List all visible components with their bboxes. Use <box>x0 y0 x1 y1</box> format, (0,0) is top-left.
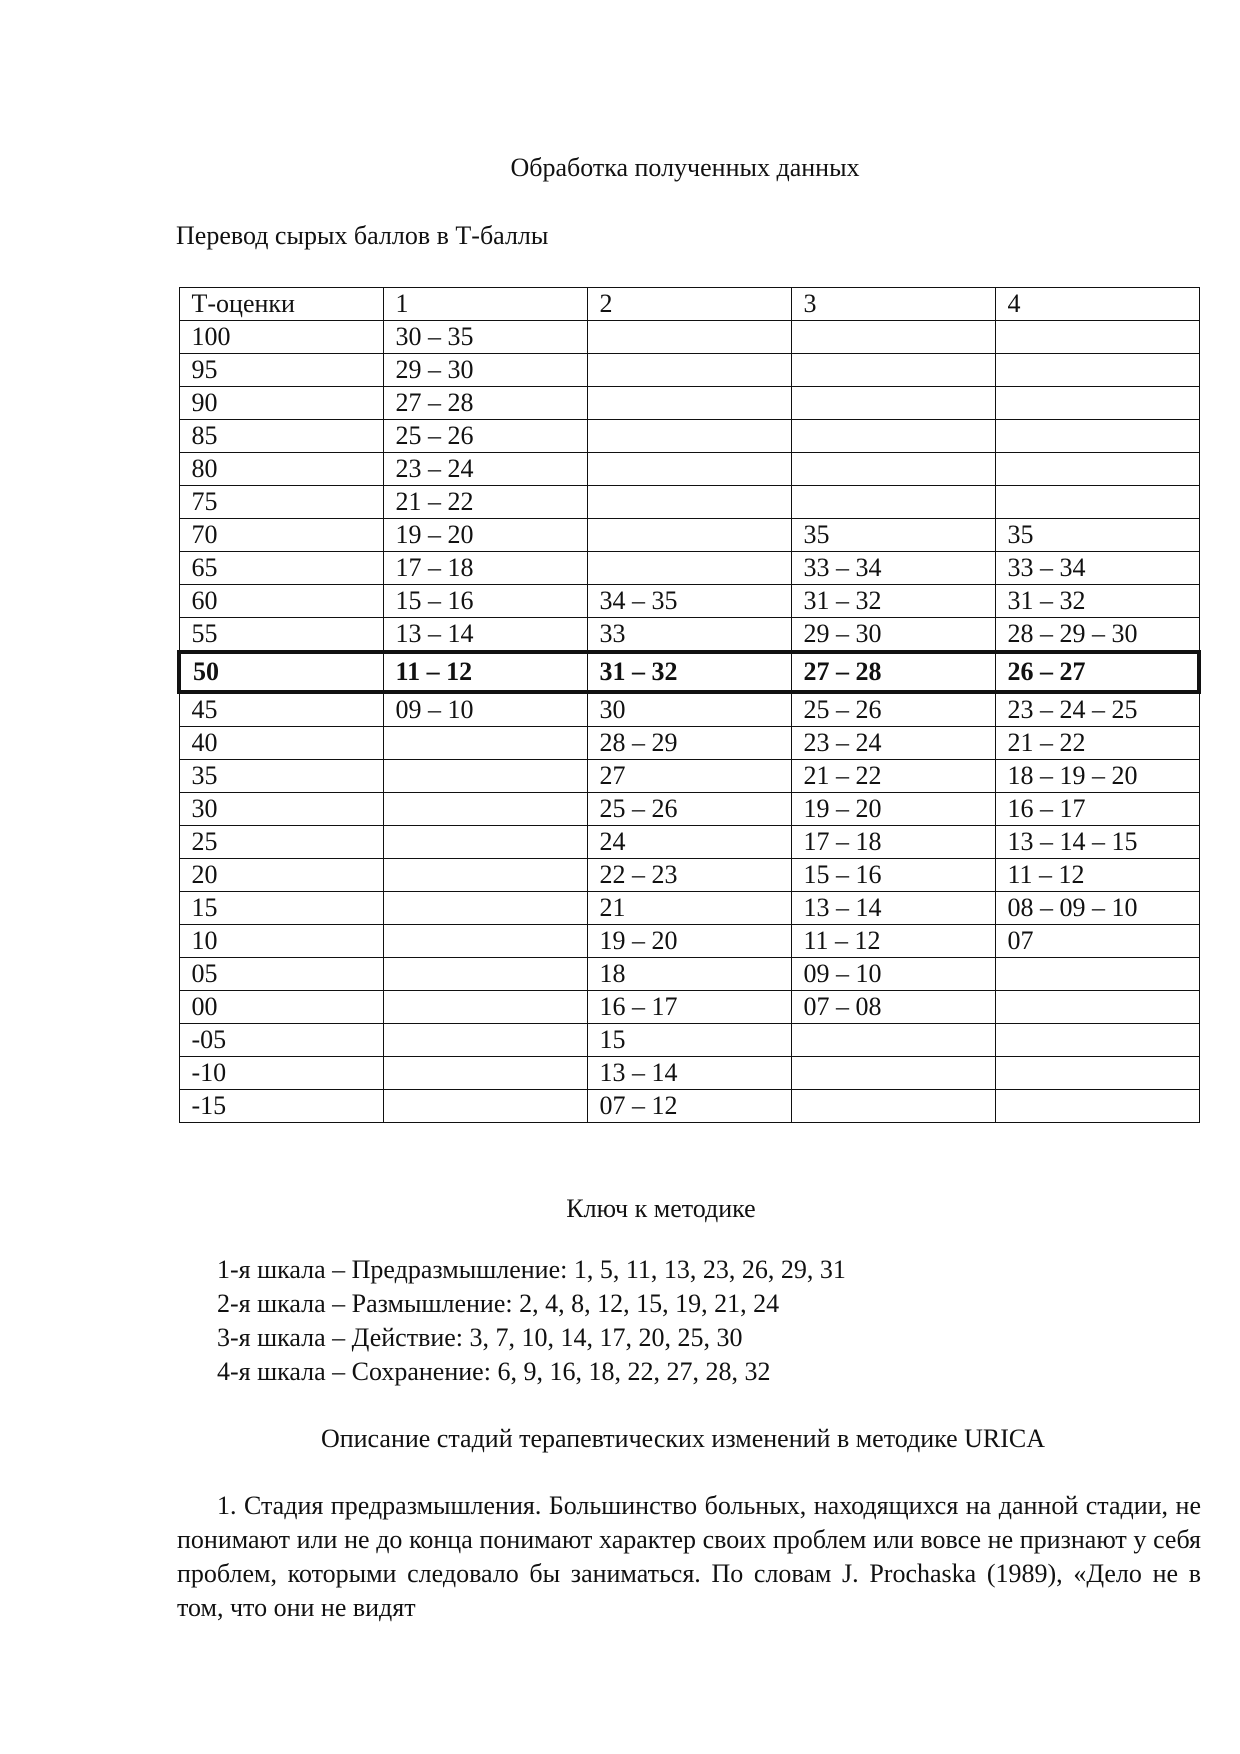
table-row <box>179 354 1199 387</box>
table-cell-scale-2 <box>587 321 791 354</box>
table-cell-scale-1: 21 – 22 <box>383 486 587 519</box>
table-cell-t-score: 05 <box>179 958 383 991</box>
key-title: Ключ к методике <box>566 1194 756 1223</box>
table-cell-scale-4: 33 – 34 <box>995 552 1199 585</box>
table-cell-scale-4 <box>995 991 1199 1024</box>
table-cell-scale-1: 29 – 30 <box>383 354 587 387</box>
table-cell-scale-1: 30 – 35 <box>383 321 587 354</box>
table-cell-t-score: -10 <box>179 1057 383 1090</box>
table-cell-scale-2: 34 – 35 <box>587 585 791 618</box>
key-line-scale-2: 2-я шкала – Размышление: 2, 4, 8, 12, 15, 19, 21, 24 <box>217 1289 780 1318</box>
table-cell-t-score: 100 <box>179 321 383 354</box>
table-cell-scale-4: 11 – 12 <box>995 859 1199 892</box>
table-cell-scale-2 <box>587 387 791 420</box>
table-cell-t-score: 50 <box>179 652 383 692</box>
table-cell-t-score: 10 <box>179 925 383 958</box>
table-cell-scale-2: 07 – 12 <box>587 1090 791 1123</box>
t-score-table <box>177 287 1201 1123</box>
header-cell-t-score: Т-оценки <box>179 288 383 321</box>
table-cell-scale-3: 17 – 18 <box>791 826 995 859</box>
table-cell-scale-2: 33 <box>587 618 791 653</box>
table-cell-t-score: 90 <box>179 387 383 420</box>
table-caption: Перевод сырых баллов в Т-баллы <box>176 221 549 250</box>
table-cell-scale-2 <box>587 453 791 486</box>
table-cell-scale-3: 27 – 28 <box>791 652 995 692</box>
table-cell-scale-3: 09 – 10 <box>791 958 995 991</box>
table-row <box>179 486 1199 519</box>
table-cell-scale-1 <box>383 991 587 1024</box>
table-row <box>179 991 1199 1024</box>
table-cell-scale-1 <box>383 1024 587 1057</box>
table-cell-scale-4 <box>995 1024 1199 1057</box>
table-cell-scale-3: 29 – 30 <box>791 618 995 653</box>
table-cell-scale-1: 17 – 18 <box>383 552 587 585</box>
table-cell-t-score: 40 <box>179 727 383 760</box>
table-cell-scale-3 <box>791 486 995 519</box>
table-row <box>179 321 1199 354</box>
page-title: Обработка полученных данных <box>510 153 860 182</box>
table-cell-scale-2: 18 <box>587 958 791 991</box>
table-cell-scale-1 <box>383 727 587 760</box>
table-cell-scale-2 <box>587 354 791 387</box>
table-cell-scale-4: 18 – 19 – 20 <box>995 760 1199 793</box>
table-row <box>179 727 1199 760</box>
table-cell-scale-3: 21 – 22 <box>791 760 995 793</box>
table-row <box>179 1090 1199 1123</box>
table-cell-scale-4 <box>995 321 1199 354</box>
table-cell-scale-3: 11 – 12 <box>791 925 995 958</box>
table-row <box>179 1057 1199 1090</box>
table-cell-scale-3: 15 – 16 <box>791 859 995 892</box>
key-line-scale-1: 1-я шкала – Предразмышление: 1, 5, 11, 13, 23, 26, 29, 31 <box>217 1255 846 1284</box>
table-cell-scale-3: 23 – 24 <box>791 727 995 760</box>
table-cell-t-score: 80 <box>179 453 383 486</box>
table-cell-t-score: 70 <box>179 519 383 552</box>
table-cell-scale-1: 23 – 24 <box>383 453 587 486</box>
table-cell-scale-4 <box>995 1057 1199 1090</box>
table-row <box>179 519 1199 552</box>
table-cell-scale-4: 07 <box>995 925 1199 958</box>
table-row <box>179 618 1199 653</box>
table-cell-scale-3: 35 <box>791 519 995 552</box>
table-cell-scale-1 <box>383 892 587 925</box>
table-cell-scale-1 <box>383 760 587 793</box>
table-row <box>179 1024 1199 1057</box>
table-row <box>179 387 1199 420</box>
table-cell-scale-1 <box>383 826 587 859</box>
table-cell-scale-4 <box>995 486 1199 519</box>
key-line-scale-3: 3-я шкала – Действие: 3, 7, 10, 14, 17, 20, 25, 30 <box>217 1323 743 1352</box>
table-row <box>179 420 1199 453</box>
table-cell-scale-4: 13 – 14 – 15 <box>995 826 1199 859</box>
table-cell-scale-4 <box>995 453 1199 486</box>
table-cell-scale-1 <box>383 958 587 991</box>
table-cell-scale-3 <box>791 420 995 453</box>
table-cell-t-score: 25 <box>179 826 383 859</box>
table-row <box>179 859 1199 892</box>
table-row <box>179 892 1199 925</box>
table-cell-t-score: 45 <box>179 692 383 727</box>
table-cell-scale-2: 19 – 20 <box>587 925 791 958</box>
table-cell-scale-2: 16 – 17 <box>587 991 791 1024</box>
table-cell-t-score: 00 <box>179 991 383 1024</box>
table-cell-scale-4 <box>995 354 1199 387</box>
header-cell-scale-1: 1 <box>383 288 587 321</box>
table-cell-scale-2 <box>587 552 791 585</box>
table-cell-scale-4: 35 <box>995 519 1199 552</box>
table-cell-scale-4: 31 – 32 <box>995 585 1199 618</box>
table-cell-scale-3: 25 – 26 <box>791 692 995 727</box>
table-cell-t-score: 75 <box>179 486 383 519</box>
table-row <box>179 793 1199 826</box>
table-cell-scale-2: 13 – 14 <box>587 1057 791 1090</box>
table-cell-scale-3: 07 – 08 <box>791 991 995 1024</box>
table-cell-scale-4: 08 – 09 – 10 <box>995 892 1199 925</box>
table-cell-scale-3 <box>791 387 995 420</box>
table-cell-scale-2: 28 – 29 <box>587 727 791 760</box>
table-cell-scale-4 <box>995 958 1199 991</box>
table-cell-t-score: -05 <box>179 1024 383 1057</box>
table-cell-t-score: -15 <box>179 1090 383 1123</box>
table-cell-scale-2: 21 <box>587 892 791 925</box>
table-cell-scale-2: 15 <box>587 1024 791 1057</box>
table-cell-t-score: 85 <box>179 420 383 453</box>
table-cell-scale-1 <box>383 1090 587 1123</box>
table-cell-scale-3 <box>791 321 995 354</box>
table-cell-t-score: 20 <box>179 859 383 892</box>
table-cell-scale-2 <box>587 519 791 552</box>
table-cell-scale-3 <box>791 1024 995 1057</box>
header-cell-scale-2: 2 <box>587 288 791 321</box>
table-cell-scale-1: 15 – 16 <box>383 585 587 618</box>
table-row <box>179 692 1199 727</box>
table-cell-scale-1: 27 – 28 <box>383 387 587 420</box>
table-cell-scale-2 <box>587 420 791 453</box>
table-cell-scale-1: 09 – 10 <box>383 692 587 727</box>
header-cell-scale-3: 3 <box>791 288 995 321</box>
description-title: Описание стадий терапевтических изменений в методике URICA <box>320 1424 1046 1453</box>
table-cell-scale-4: 23 – 24 – 25 <box>995 692 1199 727</box>
table-cell-scale-3: 31 – 32 <box>791 585 995 618</box>
table-cell-scale-3: 13 – 14 <box>791 892 995 925</box>
table-cell-scale-1 <box>383 925 587 958</box>
table-cell-scale-1: 25 – 26 <box>383 420 587 453</box>
table-cell-scale-4 <box>995 420 1199 453</box>
table-row <box>179 760 1199 793</box>
table-cell-scale-2: 25 – 26 <box>587 793 791 826</box>
table-cell-t-score: 15 <box>179 892 383 925</box>
table-cell-t-score: 65 <box>179 552 383 585</box>
table-row <box>179 585 1199 618</box>
table-cell-scale-3: 19 – 20 <box>791 793 995 826</box>
table-cell-t-score: 30 <box>179 793 383 826</box>
table-cell-t-score: 60 <box>179 585 383 618</box>
table-header-row <box>179 288 1199 321</box>
table-cell-scale-3 <box>791 1090 995 1123</box>
table-cell-scale-4: 21 – 22 <box>995 727 1199 760</box>
table-row <box>179 552 1199 585</box>
header-cell-scale-4: 4 <box>995 288 1199 321</box>
table-cell-scale-3 <box>791 354 995 387</box>
table-cell-t-score: 55 <box>179 618 383 653</box>
table-cell-scale-1 <box>383 793 587 826</box>
table-cell-scale-1: 11 – 12 <box>383 652 587 692</box>
key-line-scale-4: 4-я шкала – Сохранение: 6, 9, 16, 18, 22, 27, 28, 32 <box>217 1357 771 1386</box>
table-row <box>179 652 1199 692</box>
table-cell-scale-1: 13 – 14 <box>383 618 587 653</box>
table-cell-scale-1 <box>383 1057 587 1090</box>
key-list <box>217 1253 846 1389</box>
table-cell-scale-2: 24 <box>587 826 791 859</box>
table-cell-scale-2 <box>587 486 791 519</box>
table-cell-scale-3: 33 – 34 <box>791 552 995 585</box>
table-row <box>179 453 1199 486</box>
table-cell-scale-3 <box>791 1057 995 1090</box>
table-cell-scale-4: 28 – 29 – 30 <box>995 618 1199 653</box>
table-cell-scale-2: 22 – 23 <box>587 859 791 892</box>
table-row <box>179 925 1199 958</box>
t-score-table-body <box>179 288 1199 1123</box>
table-cell-scale-3 <box>791 453 995 486</box>
table-cell-t-score: 35 <box>179 760 383 793</box>
table-cell-scale-2: 30 <box>587 692 791 727</box>
table-row <box>179 826 1199 859</box>
table-cell-scale-1 <box>383 859 587 892</box>
table-row <box>179 958 1199 991</box>
table-cell-t-score: 95 <box>179 354 383 387</box>
table-cell-scale-2: 27 <box>587 760 791 793</box>
table-cell-scale-4 <box>995 387 1199 420</box>
table-cell-scale-4 <box>995 1090 1199 1123</box>
table-cell-scale-4: 26 – 27 <box>995 652 1199 692</box>
table-cell-scale-4: 16 – 17 <box>995 793 1199 826</box>
description-paragraph: 1. Стадия предразмышления. Большинство больных, находящихся на данной стадии, не понимают или не до конца понимают характер своих проблем или вовсе не признают у себя проблем, которыми следовало бы заниматься. По словам J. Prochaska (1989), «Дело не в том, что они не видят <box>177 1491 1201 1622</box>
table-cell-scale-2: 31 – 32 <box>587 652 791 692</box>
table-cell-scale-1: 19 – 20 <box>383 519 587 552</box>
